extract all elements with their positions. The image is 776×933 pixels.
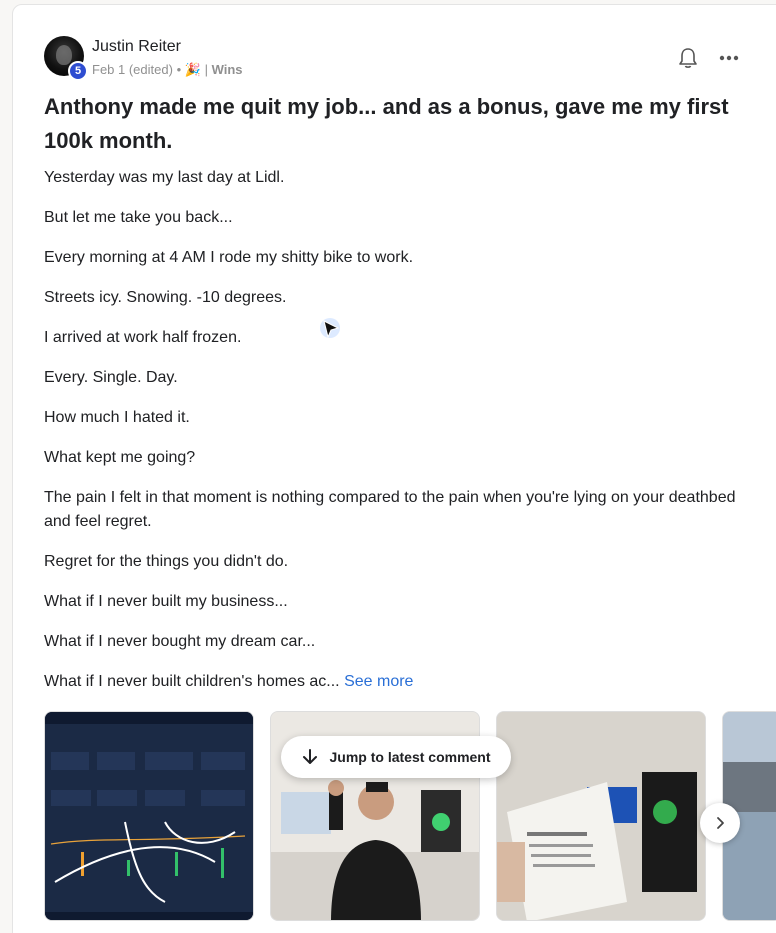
body-paragraph: But let me take you back... <box>44 209 233 226</box>
mouse-pointer-icon <box>320 318 342 340</box>
post-date: Feb 1 (edited) <box>92 62 173 77</box>
post-meta <box>92 62 243 78</box>
body-paragraph: I arrived at work half frozen. <box>44 329 242 346</box>
body-paragraph: Streets icy. Snowing. -10 degrees. <box>44 289 287 306</box>
body-paragraph: What kept me going? <box>44 449 196 466</box>
category-label[interactable]: Wins <box>211 62 243 77</box>
post-body <box>44 166 744 710</box>
jump-label: Jump to latest comment <box>329 749 491 765</box>
body-paragraph: How much I hated it. <box>44 409 190 426</box>
category-separator: | <box>204 62 208 77</box>
body-paragraph: Regret for the things you didn't do. <box>44 553 289 570</box>
level-badge: 5 <box>68 61 88 81</box>
see-more-link[interactable]: See more <box>344 673 414 690</box>
gallery-next-button[interactable] <box>700 803 740 843</box>
body-paragraph: Every morning at 4 AM I rode my shitty bike to work. <box>44 249 414 266</box>
thumbnail-letter-in-hand-photo[interactable] <box>496 711 706 921</box>
category-emoji: 🎉 <box>184 62 201 77</box>
author-name[interactable]: Justin Reiter <box>92 38 181 55</box>
bell-icon[interactable] <box>678 47 698 69</box>
thumbnail-dashboard-screenshot[interactable] <box>44 711 254 921</box>
body-paragraph: Every. Single. Day. <box>44 369 178 386</box>
body-paragraph: What if I never built my business... <box>44 593 288 610</box>
truncated-text: What if I never built children's homes ac... <box>44 673 340 690</box>
meta-separator: • <box>176 62 182 77</box>
body-paragraph-truncated <box>44 670 744 694</box>
body-paragraph: What if I never bought my dream car... <box>44 633 316 650</box>
more-dots-icon[interactable] <box>718 48 740 68</box>
jump-to-latest-comment-button[interactable] <box>281 736 511 778</box>
post-title: Anthony made me quit my job... and as a bonus, gave me my first 100k month. <box>44 94 729 153</box>
chevron-right-icon <box>713 816 727 830</box>
arrow-down-icon <box>301 748 319 766</box>
body-paragraph: Yesterday was my last day at Lidl. <box>44 169 285 186</box>
body-paragraph: The pain I felt in that moment is nothing compared to the pain when you're lying on your deathbed and feel regret. <box>44 489 736 530</box>
